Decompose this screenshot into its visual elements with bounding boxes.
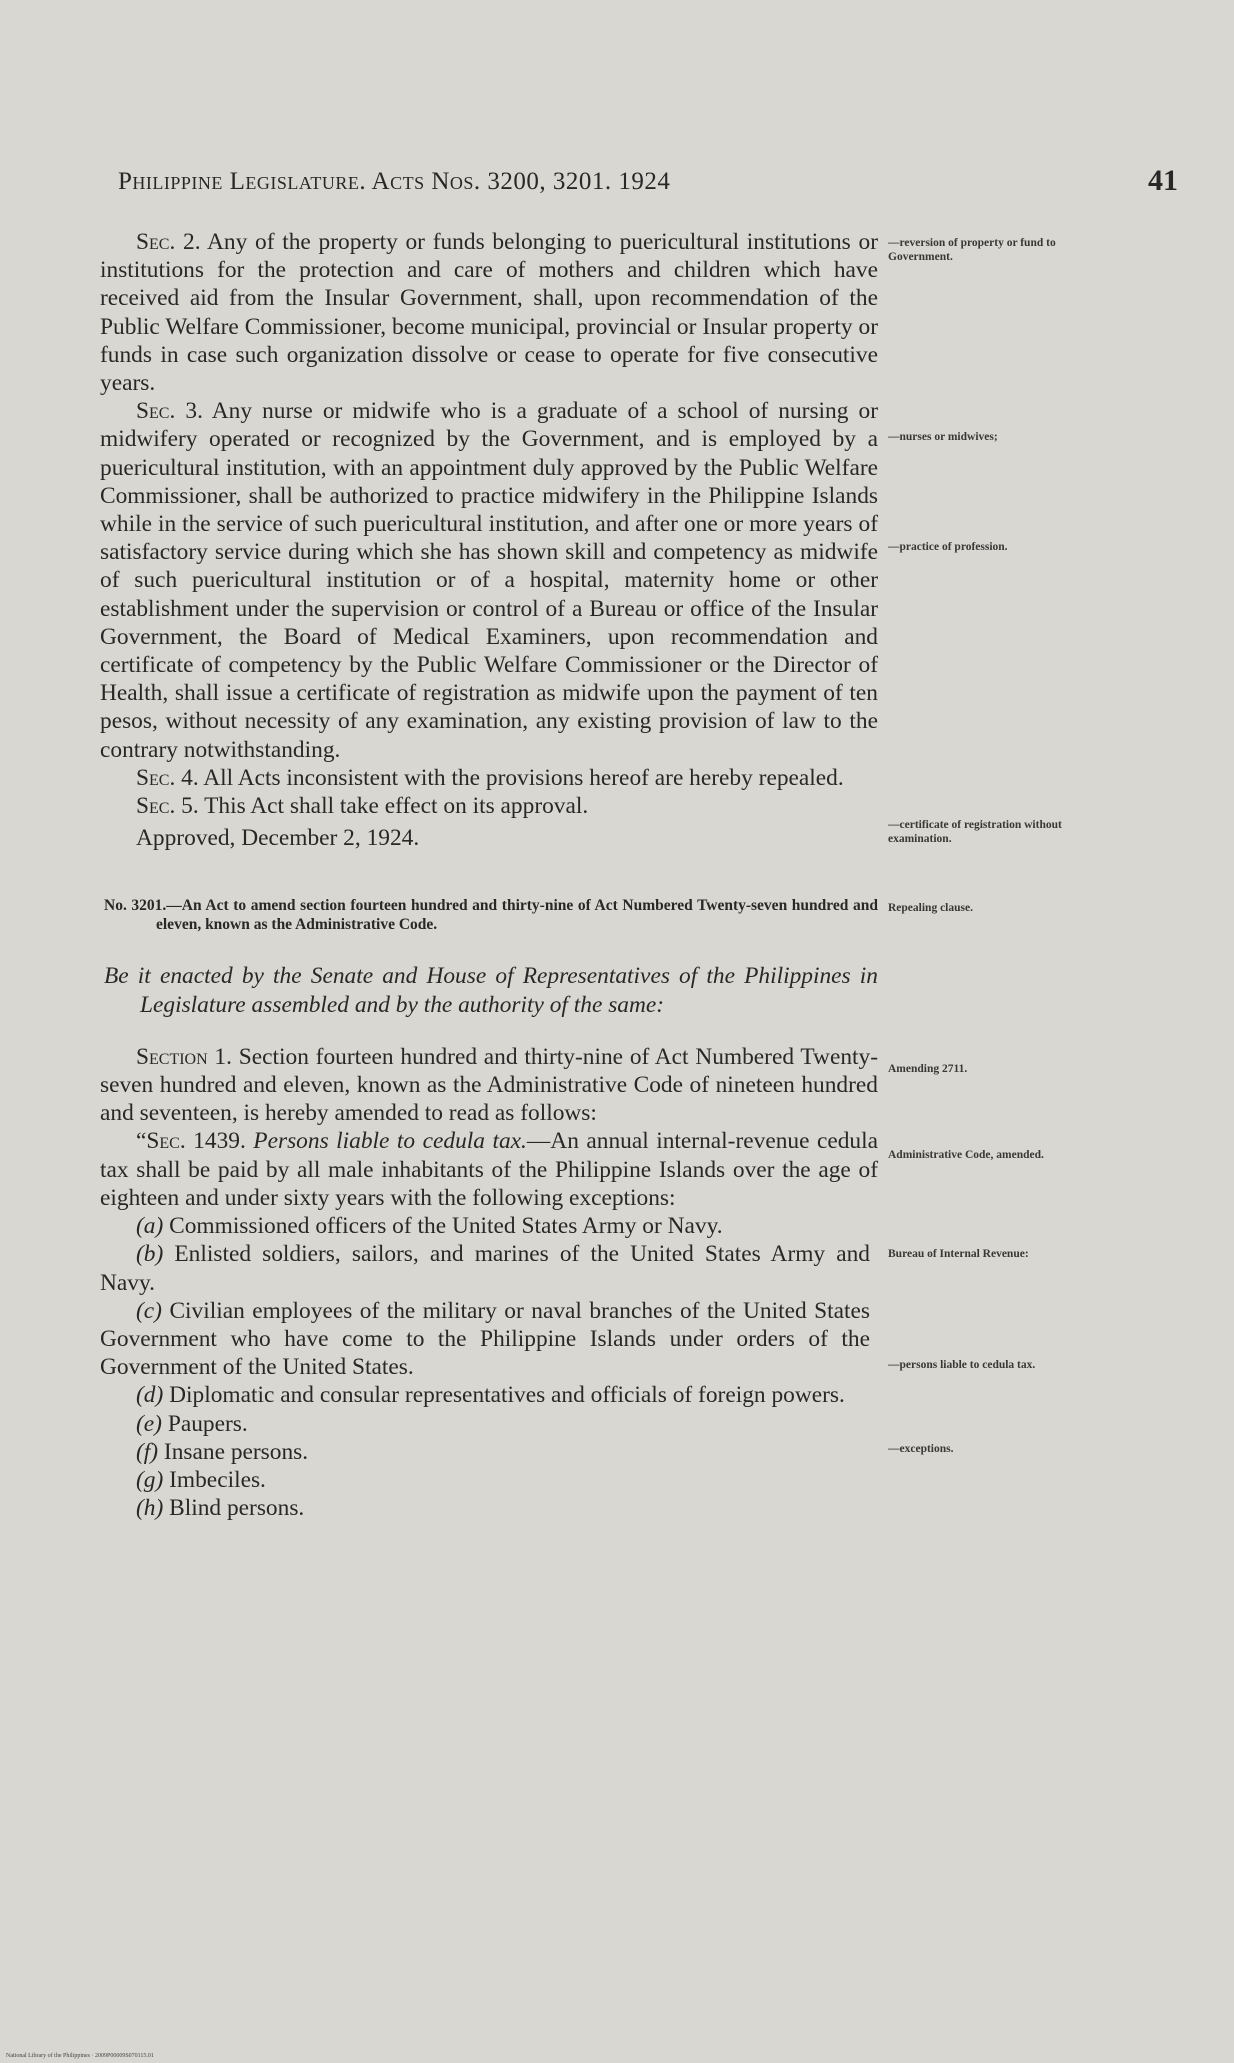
section-1439-text: —An annual internal-revenue cedula tax shall be paid by all male inhabitants of the Philippine Islands over the age of eighteen and under sixty years with the following exceptions: xyxy=(100,1128,879,1211)
section-3-label: Sec. 3. xyxy=(136,398,203,425)
section-4-text: All Acts inconsistent with the provisions hereof are hereby repealed. xyxy=(198,764,844,791)
section-1-text: Section fourteen hundred and thirty-nine of Act Numbered Twenty-seven hundred and eleven, known as the Administrative Code of nineteen hundred and seventeen, is hereby amended to read as follows: xyxy=(100,1043,879,1127)
section-1439-heading: Persons liable to cedula tax. xyxy=(245,1128,527,1155)
list-item xyxy=(100,1381,870,1409)
list-item-letter: (g) xyxy=(136,1466,164,1493)
section-1439-label: “Sec. 1439. xyxy=(136,1128,246,1155)
list-item-letter: (e) xyxy=(136,1410,162,1437)
section-3-paragraph xyxy=(100,397,878,764)
list-item-letter: (f) xyxy=(136,1438,159,1465)
section-2-text: Any of the property or funds belonging to puericultural institutions or institutions for the protection and care of mothers and children which have received aid from the Insular Government, shall, upon recommendation of the Public Welfare Commissioner, become municipal, provincial or Insular property or funds in case such organization dissolve or cease to operate for five consecutive years. xyxy=(100,229,878,397)
approval-line: Approved, December 2, 1924. xyxy=(136,825,420,852)
list-item xyxy=(100,1240,870,1296)
list-item xyxy=(100,1212,870,1240)
margin-note-repealing: Repealing clause. xyxy=(888,902,973,914)
section-5-label: Sec. 5. xyxy=(136,793,199,820)
list-item-letter: (d) xyxy=(136,1382,164,1409)
scan-credit: National Library of the Philippines · 2009P00009S070115.01 xyxy=(6,2053,154,2059)
section-5-paragraph xyxy=(100,792,878,820)
margin-note-persons-liable: —persons liable to cedula tax. xyxy=(888,1359,1036,1371)
margin-note-bureau: Bureau of Internal Revenue: xyxy=(888,1248,1029,1260)
section-2-label: Sec. 2. xyxy=(136,229,201,255)
list-item-letter: (b) xyxy=(136,1241,164,1268)
margin-note-practice: —practice of profession. xyxy=(888,541,1008,553)
margin-note-nurses: —nurses or midwives; xyxy=(888,431,998,443)
margin-note-reversion: —reversion of property or fund to Government. xyxy=(888,237,1056,263)
list-item-text: Paupers. xyxy=(161,1410,248,1437)
section-4-paragraph xyxy=(100,764,878,792)
list-item xyxy=(100,1438,870,1466)
section-1439-paragraph xyxy=(100,1127,878,1212)
running-head: Philippine Legislature. Acts Nos. 3200, 3201. 1924 xyxy=(118,168,671,195)
list-item-letter: (h) xyxy=(136,1495,164,1522)
list-item-text: Civilian employees of the military or naval branches of the United States Government who have come to the Philippine Islands under orders of the Government of the United States. xyxy=(100,1297,870,1381)
list-item xyxy=(100,1494,870,1522)
margin-note-amending: Amending 2711. xyxy=(888,1063,968,1075)
list-item xyxy=(100,1466,870,1494)
list-item xyxy=(100,1297,870,1382)
section-1-label: Section 1. xyxy=(136,1043,232,1070)
margin-note-admin-code: Administrative Code, amended. xyxy=(888,1149,1044,1161)
list-item-text: Commissioned officers of the United States Army or Navy. xyxy=(163,1213,723,1240)
section-4-label: Sec. 4. xyxy=(136,764,199,791)
list-item-text: Diplomatic and consular representatives and officials of foreign powers. xyxy=(163,1382,845,1409)
list-item-letter: (c) xyxy=(136,1297,162,1324)
page-number: 41 xyxy=(1148,164,1178,197)
exceptions-list xyxy=(100,1212,870,1522)
list-item-letter: (a) xyxy=(136,1213,164,1240)
list-item-text: Blind persons. xyxy=(163,1495,305,1522)
page-header xyxy=(118,164,1178,208)
section-5-text: This Act shall take effect on its approval. xyxy=(198,793,589,820)
list-item-text: Imbeciles. xyxy=(163,1466,266,1493)
margin-note-certificate: —certificate of registration without examination. xyxy=(888,819,1062,845)
list-item-text: Enlisted soldiers, sailors, and marines of the United States Army and Navy. xyxy=(100,1241,870,1296)
act-3201-title: No. 3201.—An Act to amend section fourteen hundred and thirty-nine of Act Numbered Twenty-seven hundred and eleven, known as the Administrative Code. xyxy=(104,897,878,934)
list-item xyxy=(100,1410,870,1438)
list-item-text: Insane persons. xyxy=(158,1438,309,1465)
main-text-column xyxy=(100,228,878,1522)
enacting-clause: Be it enacted by the Senate and House of Representatives of the Philippines in Legislature assembled and by the authority of the same: xyxy=(104,963,878,1018)
margin-note-exceptions: —exceptions. xyxy=(888,1443,954,1455)
section-1-paragraph xyxy=(100,1043,878,1128)
section-2-paragraph xyxy=(100,228,878,397)
section-3-text: Any nurse or midwife who is a graduate of a school of nursing or midwifery operated or recognized by the Government, and is employed by a puericultural institution, with an appointment duly approved by the Public Welfare Commissioner, shall be authorized to practice midwifery in the Philippine Islands while in the service of such puericultural institution, and after one or more years of satisfactory service during which she has shown skill and competency as midwife of such puericultural institution or of a hospital, maternity home or other establishment under the supervision or control of a Bureau or office of the Insular Government, the Board of Medical Examiners, upon recommendation and certificate of competency by the Public Welfare Commissioner or the Director of Health, shall issue a certificate of registration as midwife upon the payment of ten pesos, without necessity of any examination, any existing provision of law to the contrary notwithstanding. xyxy=(100,398,878,763)
